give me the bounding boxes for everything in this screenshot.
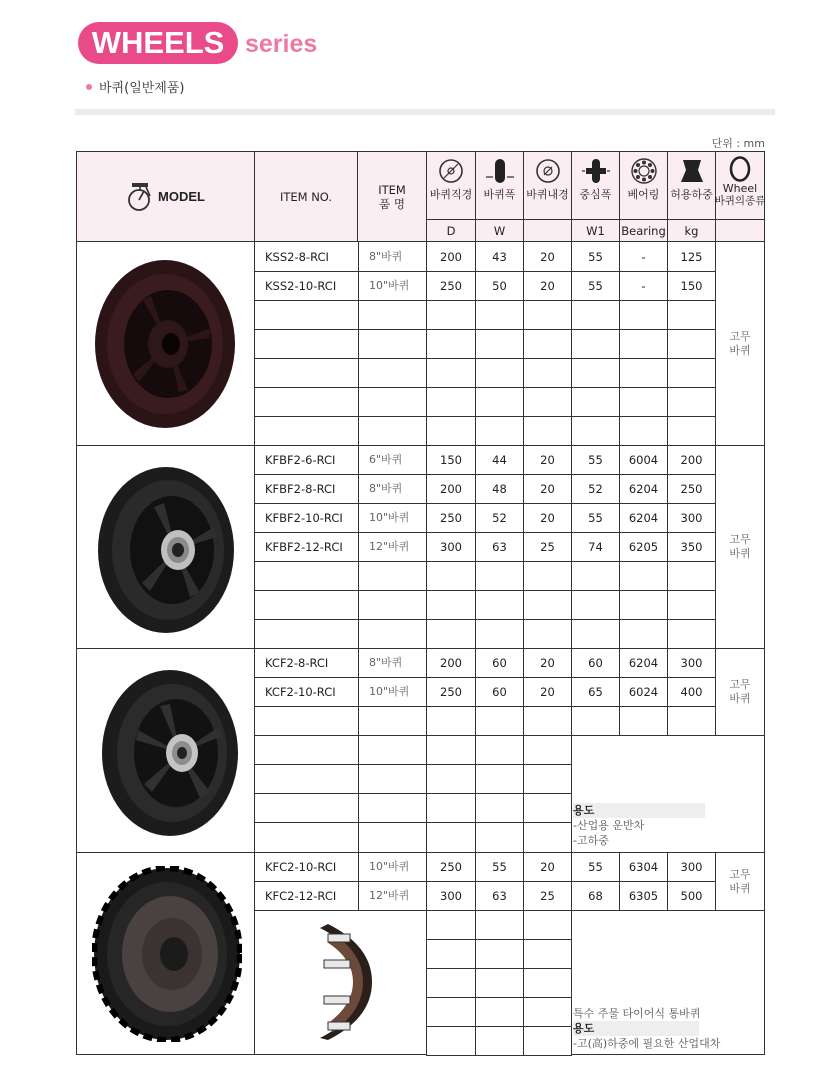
empty-cell xyxy=(523,300,572,330)
header-wheel-width-label: 바퀴폭 xyxy=(483,188,516,201)
sub-title-text: 바퀴(일반제품) xyxy=(99,81,185,96)
table-cell-bearing: 6304 xyxy=(619,852,668,882)
empty-cell xyxy=(358,735,427,765)
empty-cell xyxy=(619,300,668,330)
kss2-wheel-image xyxy=(93,258,238,430)
kfc2-note-desc: 특수 주물 타이어식 통바퀴 xyxy=(573,1007,701,1020)
table-cell-d: 200 xyxy=(426,241,476,272)
header-item-name-l2: 품 명 xyxy=(379,196,405,211)
empty-cell xyxy=(358,590,427,620)
empty-cell xyxy=(523,939,572,969)
empty-cell xyxy=(523,822,572,853)
empty-cell xyxy=(475,735,524,765)
empty-cell xyxy=(475,358,524,388)
header-model xyxy=(76,151,255,242)
empty-cell xyxy=(667,590,716,620)
empty-cell xyxy=(667,358,716,388)
header-load xyxy=(667,151,716,220)
header-wheel-type-l1: Wheel xyxy=(722,182,758,195)
empty-cell xyxy=(475,619,524,650)
empty-cell xyxy=(254,416,359,447)
empty-cell xyxy=(426,939,476,969)
table-cell-inner: 20 xyxy=(523,503,572,533)
kcf2-note-line1: -산업용 운반차 xyxy=(573,819,645,832)
empty-cell xyxy=(358,793,427,823)
table-cell-bearing: 6004 xyxy=(619,445,668,475)
empty-cell xyxy=(254,735,359,765)
table-cell-inner: 20 xyxy=(523,852,572,882)
empty-cell xyxy=(667,561,716,591)
empty-cell xyxy=(254,590,359,620)
table-cell-w1: 65 xyxy=(571,677,620,707)
header-inner-diameter xyxy=(523,151,572,220)
table-cell-name: 10"바퀴 xyxy=(358,271,427,301)
empty-cell xyxy=(619,329,668,359)
kcf2-note xyxy=(573,803,705,848)
empty-cell xyxy=(426,997,476,1027)
empty-cell xyxy=(426,416,476,447)
table-cell-kg: 300 xyxy=(667,648,716,678)
table-cell-w1: 55 xyxy=(571,271,620,301)
table-cell-inner: 20 xyxy=(523,648,572,678)
empty-cell xyxy=(667,619,716,650)
header-wheel-width xyxy=(475,151,524,220)
empty-cell xyxy=(523,735,572,765)
kfbf2-wheel-image xyxy=(96,465,238,635)
empty-cell xyxy=(426,590,476,620)
tire-icon xyxy=(729,156,751,182)
empty-cell xyxy=(571,416,620,447)
table-cell-inner: 20 xyxy=(523,241,572,272)
empty-cell xyxy=(358,822,427,853)
empty-cell xyxy=(426,910,476,940)
wheel-type-l2: 바퀴 xyxy=(729,343,751,357)
wheel-type-cell xyxy=(715,852,765,911)
table-cell-kg: 125 xyxy=(667,241,716,272)
table-cell-name: 10"바퀴 xyxy=(358,677,427,707)
empty-cell xyxy=(475,939,524,969)
inner-diameter-icon xyxy=(535,158,561,184)
table-cell-bearing: 6204 xyxy=(619,648,668,678)
empty-cell xyxy=(523,387,572,417)
empty-cell xyxy=(475,968,524,998)
empty-cell xyxy=(619,590,668,620)
empty-cell xyxy=(571,329,620,359)
table-cell-d: 250 xyxy=(426,677,476,707)
unit-d: D xyxy=(426,219,476,242)
table-cell-w: 48 xyxy=(475,474,524,504)
wheel-type-l2: 바퀴 xyxy=(729,881,751,895)
table-cell-w: 43 xyxy=(475,241,524,272)
empty-cell xyxy=(571,300,620,330)
table-cell-d: 250 xyxy=(426,503,476,533)
table-cell-w: 63 xyxy=(475,532,524,562)
empty-cell xyxy=(475,764,524,794)
empty-cell xyxy=(426,706,476,736)
table-cell-bearing: 6205 xyxy=(619,532,668,562)
empty-cell xyxy=(523,793,572,823)
table-cell-item: KCF2-10-RCI xyxy=(254,677,359,707)
empty-cell xyxy=(667,706,716,736)
table-cell-w1: 68 xyxy=(571,881,620,911)
empty-cell xyxy=(426,793,476,823)
empty-cell xyxy=(667,387,716,417)
table-cell-inner: 20 xyxy=(523,445,572,475)
table-cell-name: 8"바퀴 xyxy=(358,241,427,272)
empty-cell xyxy=(475,997,524,1027)
wheel-type-l1: 고무 xyxy=(729,867,751,881)
empty-cell xyxy=(254,358,359,388)
table-cell-w1: 74 xyxy=(571,532,620,562)
empty-cell xyxy=(523,1026,572,1056)
empty-cell xyxy=(571,706,620,736)
table-cell-item: KCF2-8-RCI xyxy=(254,648,359,678)
wheel-type-l2: 바퀴 xyxy=(729,692,751,705)
table-cell-bearing: - xyxy=(619,271,668,301)
table-cell-d: 250 xyxy=(426,852,476,882)
diameter-icon xyxy=(438,158,464,184)
kfc2-note-line1: -고(高)하중에 필요한 산업대차 xyxy=(573,1037,721,1050)
kfc2-wheel-image xyxy=(92,866,242,1042)
empty-cell xyxy=(475,706,524,736)
width-icon xyxy=(485,158,515,184)
table-cell-w1: 52 xyxy=(571,474,620,504)
empty-cell xyxy=(523,329,572,359)
table-cell-kg: 150 xyxy=(667,271,716,301)
table-cell-item: KSS2-8-RCI xyxy=(254,241,359,272)
kcf2-note-label: 용도 xyxy=(573,804,595,817)
empty-cell xyxy=(254,822,359,853)
header-bearing-label: 베어링 xyxy=(627,188,660,201)
table-cell-kg: 400 xyxy=(667,677,716,707)
empty-cell xyxy=(475,822,524,853)
unit-label: 단위 : mm xyxy=(711,137,765,150)
table-cell-item: KSS2-10-RCI xyxy=(254,271,359,301)
empty-cell xyxy=(358,387,427,417)
empty-cell xyxy=(571,358,620,388)
empty-cell xyxy=(426,300,476,330)
empty-cell xyxy=(358,561,427,591)
empty-cell xyxy=(475,793,524,823)
center-width-icon xyxy=(581,158,611,184)
empty-cell xyxy=(475,329,524,359)
table-cell-w: 55 xyxy=(475,852,524,882)
table-cell-name: 8"바퀴 xyxy=(358,648,427,678)
bearing-icon xyxy=(631,158,657,184)
table-cell-kg: 500 xyxy=(667,881,716,911)
table-cell-bearing: 6305 xyxy=(619,881,668,911)
empty-cell xyxy=(426,968,476,998)
empty-cell xyxy=(523,561,572,591)
empty-cell xyxy=(523,619,572,650)
weight-icon xyxy=(679,158,705,184)
table-cell-item: KFBF2-12-RCI xyxy=(254,532,359,562)
empty-cell xyxy=(571,619,620,650)
empty-cell xyxy=(426,329,476,359)
table-cell-w: 63 xyxy=(475,881,524,911)
table-cell-name: 10"바퀴 xyxy=(358,503,427,533)
empty-cell xyxy=(523,358,572,388)
empty-cell xyxy=(523,706,572,736)
wheel-type-cell xyxy=(715,648,765,736)
table-cell-item: KFBF2-8-RCI xyxy=(254,474,359,504)
empty-cell xyxy=(619,387,668,417)
empty-cell xyxy=(254,706,359,736)
empty-cell xyxy=(426,561,476,591)
table-cell-w1: 55 xyxy=(571,445,620,475)
empty-cell xyxy=(254,764,359,794)
empty-cell xyxy=(523,590,572,620)
table-cell-name: 6"바퀴 xyxy=(358,445,427,475)
table-cell-w: 60 xyxy=(475,648,524,678)
empty-cell xyxy=(254,329,359,359)
kcf2-wheel-image xyxy=(100,668,240,838)
empty-cell xyxy=(358,764,427,794)
empty-cell xyxy=(523,416,572,447)
table-cell-bearing: - xyxy=(619,241,668,272)
empty-cell xyxy=(358,416,427,447)
table-cell-kg: 350 xyxy=(667,532,716,562)
table-cell-name: 12"바퀴 xyxy=(358,532,427,562)
caster-icon xyxy=(126,182,154,212)
empty-cell xyxy=(254,619,359,650)
empty-cell xyxy=(571,590,620,620)
kfc2-note xyxy=(573,1006,720,1051)
header-wheel-diameter-label: 바퀴직경 xyxy=(429,188,473,201)
wheel-type-l1: 고무 xyxy=(729,533,751,546)
empty-cell xyxy=(358,358,427,388)
empty-cell xyxy=(475,1026,524,1056)
title-series: series xyxy=(245,30,318,58)
kfc2-cross-section-image xyxy=(300,918,380,1046)
table-cell-inner: 25 xyxy=(523,532,572,562)
kcf2-note-line2: -고하중 xyxy=(573,834,609,847)
empty-cell xyxy=(426,764,476,794)
empty-cell xyxy=(619,358,668,388)
wheel-type-l2: 바퀴 xyxy=(729,547,751,560)
unit-kg: kg xyxy=(667,219,716,242)
table-cell-inner: 20 xyxy=(523,271,572,301)
table-cell-d: 200 xyxy=(426,648,476,678)
table-cell-bearing: 6204 xyxy=(619,474,668,504)
empty-cell xyxy=(426,822,476,853)
table-cell-w1: 55 xyxy=(571,241,620,272)
empty-cell xyxy=(254,561,359,591)
wheel-type-l1: 고무 xyxy=(729,678,751,691)
empty-cell xyxy=(426,735,476,765)
table-cell-name: 8"바퀴 xyxy=(358,474,427,504)
unit-inner xyxy=(523,219,572,242)
table-cell-d: 200 xyxy=(426,474,476,504)
table-cell-w1: 55 xyxy=(571,852,620,882)
wheel-type-l1: 고무 xyxy=(729,329,751,343)
table-cell-d: 300 xyxy=(426,532,476,562)
table-cell-kg: 200 xyxy=(667,445,716,475)
empty-cell xyxy=(475,300,524,330)
empty-cell xyxy=(475,561,524,591)
table-cell-item: KFBF2-10-RCI xyxy=(254,503,359,533)
empty-cell xyxy=(619,706,668,736)
header-item-no: ITEM NO. xyxy=(254,151,358,242)
unit-w: W xyxy=(475,219,524,242)
empty-cell xyxy=(475,416,524,447)
empty-cell xyxy=(667,329,716,359)
empty-cell xyxy=(475,910,524,940)
empty-cell xyxy=(475,387,524,417)
header-load-label: 허용하중 xyxy=(670,188,713,201)
table-cell-inner: 20 xyxy=(523,677,572,707)
header-item-name-l1: ITEM xyxy=(378,182,406,197)
unit-type xyxy=(715,219,765,242)
empty-cell xyxy=(571,387,620,417)
unit-bearing: Bearing xyxy=(619,219,668,242)
header-model-label: MODEL xyxy=(158,188,205,204)
table-cell-item: KFC2-12-RCI xyxy=(254,881,359,911)
empty-cell xyxy=(523,764,572,794)
empty-cell xyxy=(523,968,572,998)
header-center-width-label: 중심폭 xyxy=(579,188,612,201)
table-cell-kg: 300 xyxy=(667,852,716,882)
header-inner-diameter-label: 바퀴내경 xyxy=(526,188,569,201)
empty-cell xyxy=(358,300,427,330)
empty-cell xyxy=(619,416,668,447)
empty-cell xyxy=(475,590,524,620)
empty-cell xyxy=(358,619,427,650)
empty-cell xyxy=(426,619,476,650)
empty-cell xyxy=(426,358,476,388)
wheel-type-cell xyxy=(715,241,765,446)
table-cell-w1: 60 xyxy=(571,648,620,678)
empty-cell xyxy=(254,300,359,330)
table-cell-d: 150 xyxy=(426,445,476,475)
table-cell-item: KFBF2-6-RCI xyxy=(254,445,359,475)
kfc2-note-label: 용도 xyxy=(573,1022,595,1035)
table-cell-w1: 55 xyxy=(571,503,620,533)
table-cell-inner: 20 xyxy=(523,474,572,504)
wheel-type-cell xyxy=(715,445,765,649)
empty-cell xyxy=(523,997,572,1027)
header-wheel-type-l2: 바퀴의종류 xyxy=(714,195,766,207)
unit-w1: W1 xyxy=(571,219,620,242)
title-pill: WHEELS xyxy=(78,22,238,64)
header-item-name xyxy=(357,151,427,242)
empty-cell xyxy=(358,706,427,736)
empty-cell xyxy=(254,387,359,417)
empty-cell xyxy=(358,329,427,359)
empty-cell xyxy=(619,619,668,650)
table-cell-w: 44 xyxy=(475,445,524,475)
table-cell-name: 12"바퀴 xyxy=(358,881,427,911)
table-cell-d: 250 xyxy=(426,271,476,301)
header-bearing xyxy=(619,151,668,220)
table-cell-inner: 25 xyxy=(523,881,572,911)
header-center-width xyxy=(571,151,620,220)
empty-cell xyxy=(254,793,359,823)
header-wheel-type xyxy=(715,151,765,220)
header-wheel-diameter xyxy=(426,151,476,220)
table-cell-name: 10"바퀴 xyxy=(358,852,427,882)
table-cell-bearing: 6204 xyxy=(619,503,668,533)
table-cell-bearing: 6024 xyxy=(619,677,668,707)
table-cell-w: 52 xyxy=(475,503,524,533)
empty-cell xyxy=(667,416,716,447)
empty-cell xyxy=(523,910,572,940)
empty-cell xyxy=(619,561,668,591)
table-cell-w: 60 xyxy=(475,677,524,707)
empty-cell xyxy=(667,300,716,330)
empty-cell xyxy=(571,561,620,591)
empty-cell xyxy=(426,1026,476,1056)
table-cell-kg: 250 xyxy=(667,474,716,504)
empty-cell xyxy=(426,387,476,417)
table-cell-kg: 300 xyxy=(667,503,716,533)
table-cell-w: 50 xyxy=(475,271,524,301)
table-cell-item: KFC2-10-RCI xyxy=(254,852,359,882)
table-cell-d: 300 xyxy=(426,881,476,911)
